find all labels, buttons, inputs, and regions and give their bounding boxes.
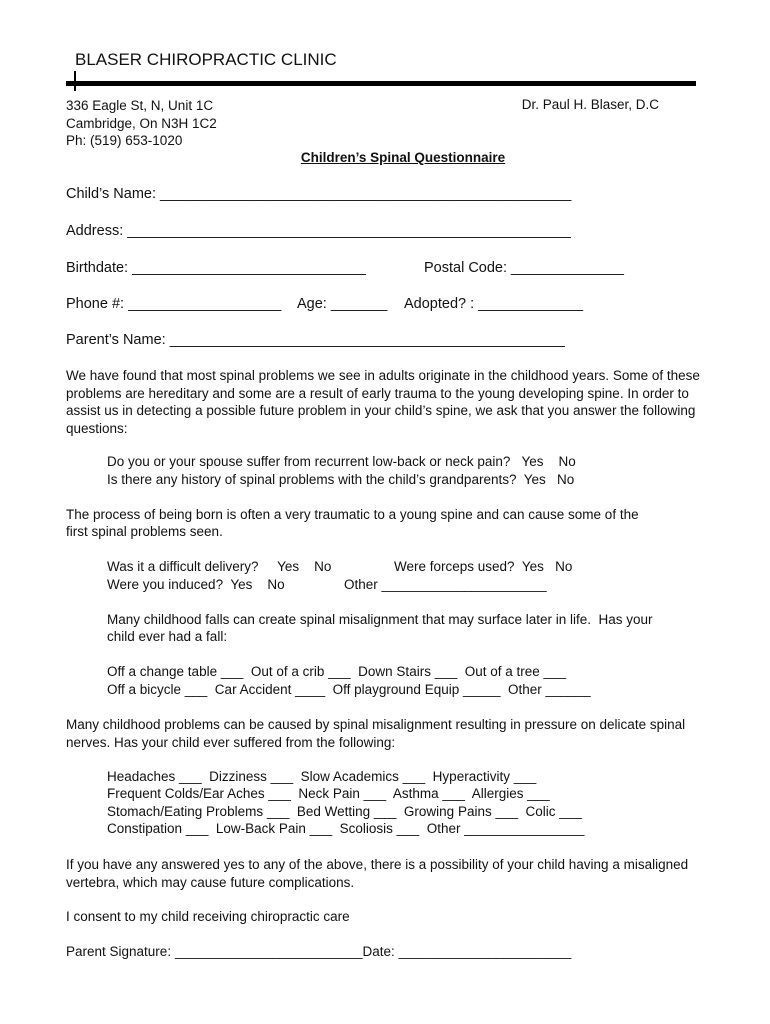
birth-other-field[interactable]: Other ______________________ [344, 577, 547, 592]
question-forceps[interactable]: Were forceps used? Yes No [394, 559, 573, 574]
form-title: Children’s Spinal Questionnaire [300, 150, 506, 165]
problems-line-3[interactable]: Stomach/Eating Problems ___ Bed Wetting ___ Growing Pains ___ Colic ___ [107, 804, 582, 819]
address-line-1: 336 Eagle St, N, Unit 1C [66, 98, 214, 113]
clinic-name: BLASER CHIROPRACTIC CLINIC [75, 50, 337, 69]
problems-intro-paragraph: Many childhood problems can be caused by spinal misalignment resulting in pressure on delicate spinal nerves. Has your child ever suffered from the following: [66, 717, 686, 750]
falls-options-line-2[interactable]: Off a bicycle ___ Car Accident ____ Off playground Equip _____ Other ______ [107, 682, 591, 697]
postal-code-field[interactable]: Postal Code: ______________ [424, 260, 624, 276]
signature-date-field[interactable]: Parent Signature: _________________________Date: _______________________ [66, 944, 572, 959]
falls-options-line-1[interactable]: Off a change table ___ Out of a crib ___ Down Stairs ___ Out of a tree ___ [107, 664, 567, 679]
age-field[interactable]: Age: _______ [297, 296, 388, 312]
address-field[interactable]: Address: _______________________________________________________ [66, 223, 571, 239]
intro-paragraph: We have found that most spinal problems we see in adults originate in the childhood years. Some of these problems are hereditary and some are a result of early trauma to the young developing spine. In order to assist us in detecting a possible future problem in your child’s spine, we ask that you answer the following questions: [66, 368, 700, 436]
parent-name-field[interactable]: Parent’s Name: _________________________________________________ [66, 332, 565, 348]
question-spouse-back-pain[interactable]: Do you or your spouse suffer from recurrent low-back or neck pain? Yes No [107, 454, 576, 469]
doctor-name: Dr. Paul H. Blaser, D.C [521, 97, 659, 112]
birthdate-field[interactable]: Birthdate: _____________________________ [66, 260, 366, 276]
clinic-phone: Ph: (519) 653-1020 [66, 133, 183, 148]
consent-statement: I consent to my child receiving chiropractic care [66, 909, 350, 924]
birth-intro-line-1: The process of being born is often a very traumatic to a young spine and can cause some of the [66, 507, 639, 522]
problems-line-1[interactable]: Headaches ___ Dizziness ___ Slow Academics ___ Hyperactivity ___ [107, 769, 537, 784]
header-divider [66, 81, 696, 86]
question-grandparents-history[interactable]: Is there any history of spinal problems with the child’s grandparents? Yes No [107, 472, 575, 487]
conclusion-paragraph: If you have any answered yes to any of the above, there is a possibility of your child having a misaligned vertebra, which may cause future complications. [66, 857, 689, 890]
address-line-2: Cambridge, On N3H 1C2 [66, 116, 217, 131]
problems-line-4[interactable]: Constipation ___ Low-Back Pain ___ Scoliosis ___ Other ________________ [107, 821, 585, 836]
question-induced[interactable]: Were you induced? Yes No [107, 577, 285, 592]
phone-field[interactable]: Phone #: ___________________ [66, 296, 282, 312]
question-difficult-delivery[interactable]: Was it a difficult delivery? Yes No [107, 559, 332, 574]
birth-intro-line-2: first spinal problems seen. [66, 524, 223, 539]
falls-intro-line-1: Many childhood falls can create spinal misalignment that may surface later in life. Has your [107, 612, 653, 627]
problems-line-2[interactable]: Frequent Colds/Ear Aches ___ Neck Pain ___ Asthma ___ Allergies ___ [107, 786, 550, 801]
child-name-field[interactable]: Child’s Name: ___________________________________________________ [66, 186, 572, 202]
falls-intro-line-2: child ever had a fall: [107, 629, 228, 644]
adopted-field[interactable]: Adopted? : _____________ [404, 296, 584, 312]
